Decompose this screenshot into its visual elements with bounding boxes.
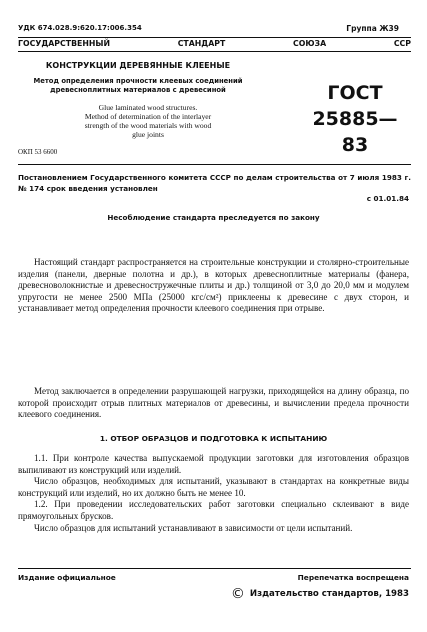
banner-word: СТАНДАРТ	[177, 39, 226, 48]
udk-code: УДК 674.028.9:620.17:006.354	[18, 24, 142, 32]
copyright-icon: ©	[230, 586, 245, 602]
method-paragraph: Метод заключается в определении разрушающей нагрузки, приходящейся на длину образца, по которой происходит отрыв плитных материалов от древесины, и вычислении предела прочности клеевого соединения.	[18, 386, 409, 420]
resolution-text: Постановлением Государственного комитета СССР по делам строительства от 7 июля 1983 г. № 174 срок введения установлен	[18, 173, 411, 193]
legal-notice: Несоблюдение стандарта преследуется по закону	[107, 213, 320, 222]
banner-word: ССР	[393, 39, 411, 48]
method-section	[18, 386, 409, 421]
title-rule	[18, 164, 411, 165]
okp-code: ОКП 53 6600	[18, 148, 58, 156]
subtitle-line: древесноплитных материалов с древесиной	[50, 86, 226, 94]
intro-section	[18, 257, 409, 315]
section-heading: 1. ОТБОР ОБРАЗЦОВ И ПОДГОТОВКА К ИСПЫТАНИЮ	[99, 434, 328, 443]
footer-rule	[18, 568, 411, 569]
banner-word: СОЮЗА	[293, 39, 327, 48]
section-paragraph: 1.1. При контроле качества выпускаемой продукции заготовки для изготовления образцов выпиливают из конструкций или изделий.	[18, 453, 409, 475]
official-edition: Издание официальное	[18, 573, 116, 582]
english-title-line: Glue laminated wood structures.	[98, 103, 198, 112]
copyright-text: Издательство стандартов, 1983	[249, 589, 409, 599]
effective-date: с 01.01.84	[366, 194, 409, 203]
gost-designation	[300, 80, 410, 158]
section-paragraph: Число образцов для испытаний устанавливают в зависимости от цели испытаний.	[34, 522, 353, 533]
banner-rule	[18, 51, 411, 52]
section-1-body	[18, 453, 409, 534]
group-code: Группа Ж39	[346, 24, 399, 33]
gost-label: ГОСТ	[327, 82, 383, 104]
gost-number: 25885—83	[312, 108, 398, 156]
document-subtitle	[18, 77, 258, 95]
intro-paragraph: Настоящий стандарт распространяется на строительные конструкции и столярно-строительные изделия (панели, дверные полотна и др.), в которых древесноплитные материалы (фанера, древесноволокнистые и древесностружечные плиты и др.) толщиной от 3,0 до 20,0 мм и модулем упругости не менее 2500 МПа (25000 кгс/см²) приклеены к древесине с двух сторон, и устанавливает метод определения прочности клеевого соединения при отрыве.	[18, 257, 409, 314]
english-title-line: glue joints	[132, 130, 164, 139]
section-paragraph: 1.2. При проведении исследовательских работ заготовки специально склеивают в виде прямоугольных брусков.	[18, 499, 409, 521]
banner-word: ГОСУДАРСТВЕННЫЙ	[18, 39, 110, 48]
state-standard-banner	[18, 39, 411, 48]
top-rule	[18, 37, 411, 38]
document-title: КОНСТРУКЦИИ ДЕРЕВЯННЫЕ КЛЕЕНЫЕ	[45, 61, 231, 70]
english-title-line: strength of the wood materials with wood	[84, 121, 212, 130]
reprint-notice: Перепечатка воспрещена	[297, 573, 409, 582]
subtitle-line: Метод определения прочности клеевых соединений	[33, 77, 243, 85]
section-paragraph: Число образцов, необходимых для испытаний, указывают в стандартах на конкретные виды конструкций или изделий, но их должно быть не менее 10.	[18, 476, 409, 498]
english-title	[48, 103, 248, 139]
copyright-line	[231, 586, 409, 602]
english-title-line: Method of determination of the interlayer	[84, 112, 212, 121]
